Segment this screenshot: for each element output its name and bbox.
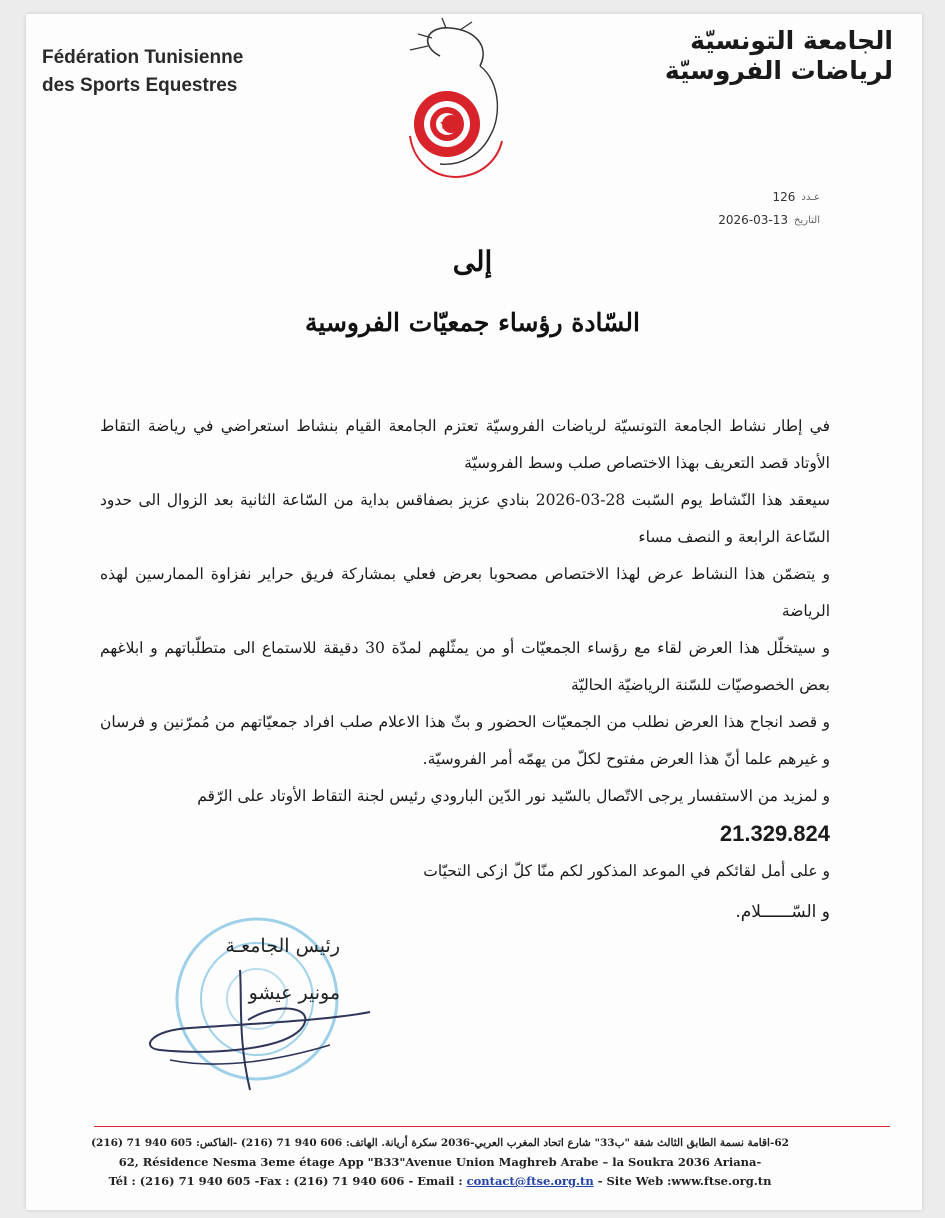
federation-name-ar: الجامعة التونسيّة لرياضات الفروسيّة	[664, 26, 893, 85]
reference-number: 126 عـدد	[772, 190, 820, 204]
federation-name-fr: Fédération Tunisienne des Sports Equestres	[42, 47, 244, 96]
paragraph-2: سيعقد هذا النّشاط يوم السّبت 28-03-2026 بنادي عزيز بصفاقس بداية من السّاعة الثانية بعد الزوال الى حدود السّاعة الرابعة و النصف مساء	[100, 491, 830, 546]
reference-block	[640, 186, 820, 232]
addressee-heading: السّادة رؤساء جمعيّات الفروسية	[305, 308, 640, 337]
to-heading: إلى	[452, 245, 493, 278]
contact-phone: 21.329.824	[719, 821, 830, 846]
federation-logo	[380, 16, 530, 191]
paragraph-7: و على أمل لقائكم في الموعد المذكور لكم منّا كلّ ازكى التحيّات	[423, 862, 830, 880]
signatory-title: رئيس الجامعـة	[225, 935, 340, 957]
paragraph-4: و سيتخلّل هذا العرض لقاء مع رؤساء الجمعيّات أو من يمثّلهم لمدّة 30 دقيقة للاستماع الى متطلّباتهم و ابلاغهم بعض الخصوصيّات للسّنة الرياضيّة الحاليّة	[100, 639, 830, 694]
reference-date: 2026-03-13 التاريخ	[718, 213, 820, 227]
footer-contact: Tél : (216) 71 940 605 -Fax : (216) 71 940 606 - Email : contact@ftse.org.tn - Site Web :www.ftse.org.tn	[108, 1174, 772, 1188]
footer	[60, 1134, 820, 1191]
paragraph-6: و لمزيد من الاستفسار يرجى الاتّصال بالسّيد نور الدّين البارودي رئيس لجنة التقاط الأوتاد على الرّقم	[197, 787, 830, 805]
paragraph-5: و قصد انجاح هذا العرض نطلب من الجمعيّات الحضور و بثّ هذا الاعلام صلب افراد جمعيّاتهم من مُمرّنين و فرسان و غيرهم علما أنّ هذا العرض مفتوح لكلّ من يهمّه أمر الفروسيّة.	[100, 713, 830, 768]
closing: و السّــــــلام.	[735, 902, 830, 922]
letter-body	[100, 408, 830, 931]
footer-address-fr: 62, Résidence Nesma 3eme étage App "B33"Avenue Union Maghreb Arabe – la Soukra 2036 Ariana-	[118, 1155, 762, 1169]
footer-address-ar: 62-اقامة نسمة الطابق الثالث شقة "ب33" شارع اتحاد المغرب العربي-2036 سكرة أريانة. الهاتف: 606 940 71 (216) -الفاكس: 605 940 71 (216)	[91, 1137, 789, 1149]
email-link[interactable]: contact@ftse.org.tn	[466, 1174, 594, 1188]
paragraph-1: في إطار نشاط الجامعة التونسيّة لرياضات الفروسيّة تعتزم الجامعة القيام بنشاط استعراضي في رياضة التقاط الأوتاد قصد التعريف بهذا الاختصاص صلب وسط الفروسيّة	[100, 417, 830, 472]
handwritten-signature	[130, 960, 390, 1100]
signatory-name: مونير عيشو	[248, 982, 340, 1004]
paragraph-3: و يتضمّن هذا النشاط عرض لهذا الاختصاص مصحوبا بعرض فعلي بمشاركة فريق حراير نفزاوة الممارسين لهذه الرياضة	[100, 565, 830, 620]
footer-divider	[94, 1126, 890, 1127]
